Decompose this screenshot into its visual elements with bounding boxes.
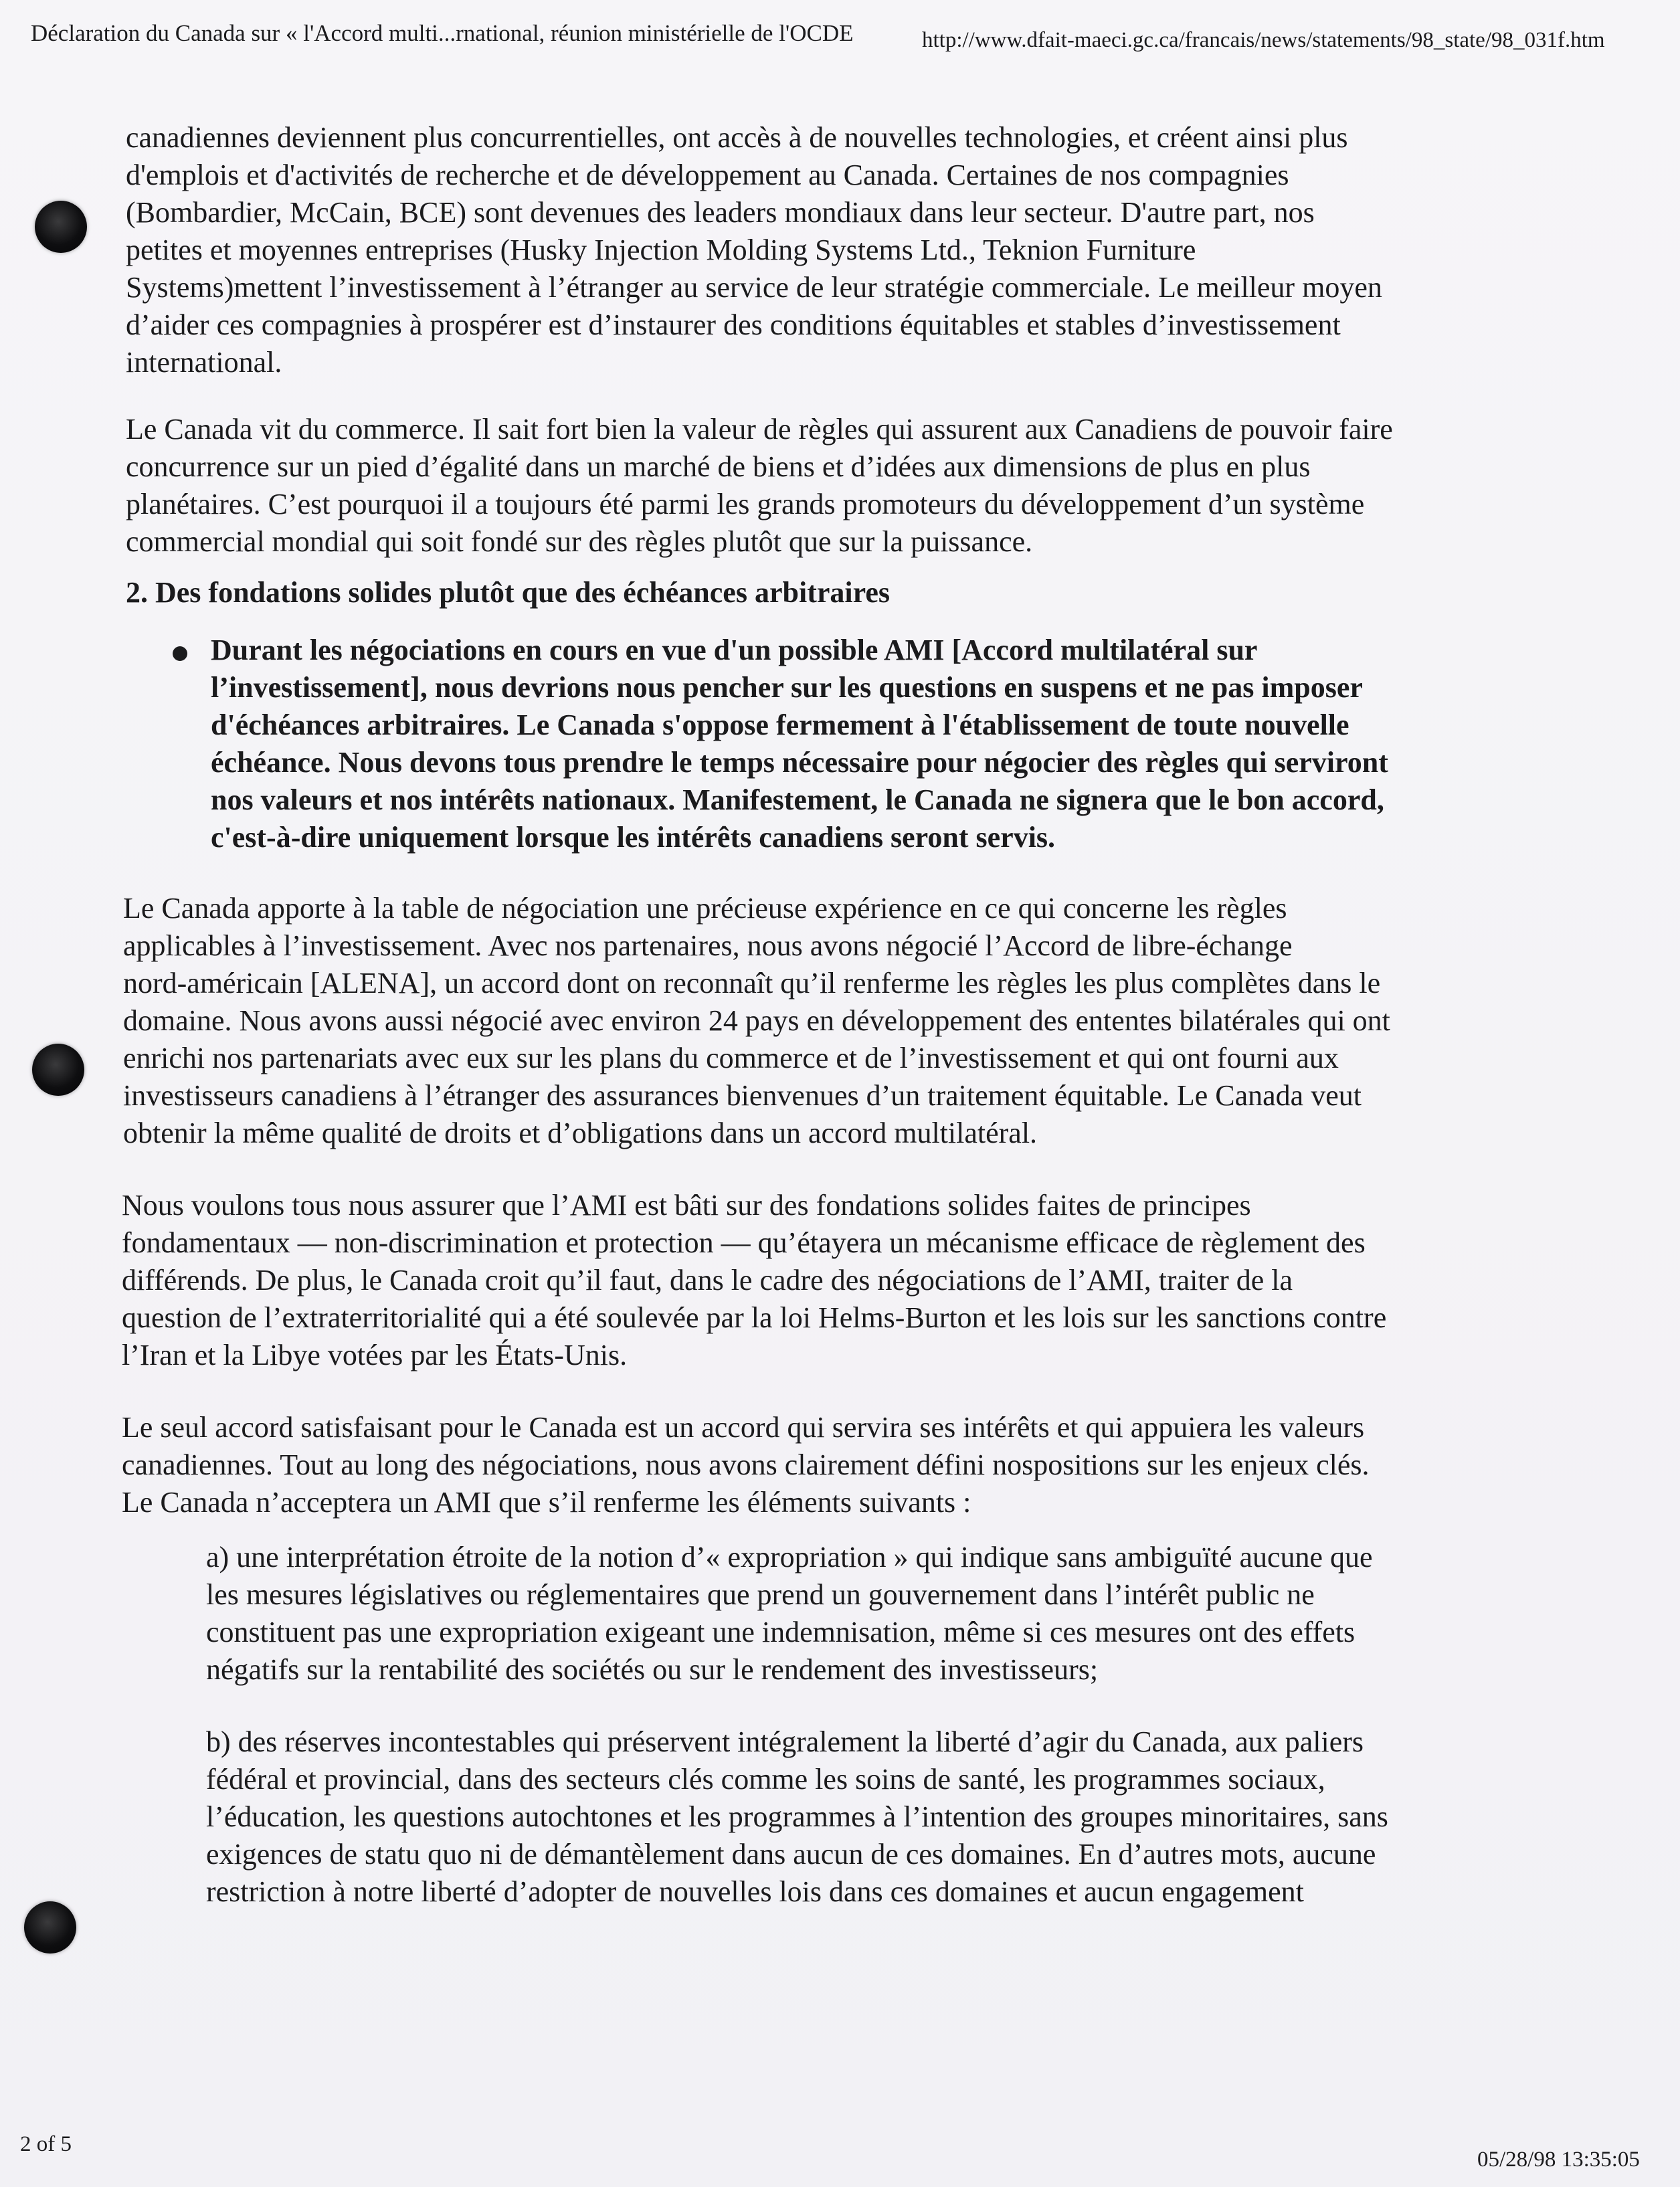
bullet-item bbox=[126, 632, 1571, 856]
text-line: exigences de statu quo ni de démantèlement dans aucun de ces domaines. En d’autres mots, aucune bbox=[206, 1838, 1376, 1871]
text-line: d'emplois et d'activités de recherche et de développement au Canada. Certaines de nos compagnies bbox=[126, 159, 1289, 191]
text-line: enrichi nos partenariats avec eux sur les plans du commerce et de l’investissement et qui ont fourni aux bbox=[123, 1042, 1339, 1074]
text-line: obtenir la même qualité de droits et d’obligations dans un accord multilatéral. bbox=[123, 1117, 1038, 1149]
section-heading: 2. Des fondations solides plutôt que des échéances arbitraires bbox=[126, 576, 890, 609]
text-line: Durant les négociations en cours en vue d'un possible AMI [Accord multilatéral sur bbox=[211, 634, 1258, 666]
paragraph-competitiveness bbox=[126, 119, 1571, 381]
list-item-a bbox=[126, 1539, 1571, 1689]
text-line: les mesures législatives ou réglementaires que prend un gouvernement dans l’intérêt public ne bbox=[206, 1578, 1315, 1611]
punch-hole-middle bbox=[32, 1044, 84, 1096]
paragraph-conditions bbox=[122, 1409, 1571, 1521]
text-line: fédéral et provincial, dans des secteurs clés comme les soins de santé, les programmes sociaux, bbox=[206, 1763, 1325, 1796]
text-line: Le Canada apporte à la table de négociation une précieuse expérience en ce qui concerne les règles bbox=[123, 892, 1287, 925]
text-line: l’éducation, les questions autochtones et les programmes à l’intention des groupes minoritaires, sans bbox=[206, 1800, 1388, 1833]
text-line: l’Iran et la Libye votées par les États-Unis. bbox=[122, 1339, 628, 1371]
punch-hole-top bbox=[35, 201, 87, 253]
text-line: concurrence sur un pied d’égalité dans un marché de biens et d’idées aux dimensions de plus en plus bbox=[126, 450, 1311, 483]
text-line: a) une interprétation étroite de la notion d’« expropriation » qui indique sans ambiguïté aucune que bbox=[206, 1541, 1373, 1574]
page-header-title: Déclaration du Canada sur « l'Accord multi...rnational, réunion ministérielle de l'OCDE bbox=[31, 20, 854, 46]
text-line: question de l’extraterritorialité qui a été soulevée par la loi Helms-Burton et les lois sur les sanctions contre bbox=[122, 1301, 1387, 1334]
text-line: l’investissement], nous devrions nous pencher sur les questions en suspens et ne pas imposer bbox=[211, 671, 1363, 704]
text-line: restriction à notre liberté d’adopter de nouvelles lois dans ces domaines et aucun engagement bbox=[206, 1875, 1304, 1908]
text-line: nos valeurs et nos intérêts nationaux. Manifestement, le Canada ne signera que le bon accord, bbox=[211, 783, 1384, 816]
page-number: 2 of 5 bbox=[20, 2132, 72, 2156]
page-header-url: http://www.dfait-maeci.gc.ca/francais/news/statements/98_state/98_031f.htm bbox=[922, 28, 1605, 52]
text-line: commercial mondial qui soit fondé sur des règles plutôt que sur la puissance. bbox=[126, 525, 1033, 558]
paragraph-trade bbox=[126, 411, 1571, 561]
paragraph-foundations bbox=[122, 1187, 1571, 1374]
text-line: constituent pas une expropriation exigeant une indemnisation, même si ces mesures ont des effets bbox=[206, 1616, 1356, 1648]
text-line: domaine. Nous avons aussi négocié avec environ 24 pays en développement des ententes bilatérales qui ont bbox=[123, 1004, 1390, 1037]
text-line: nord-américain [ALENA], un accord dont on reconnaît qu’il renferme les règles les plus complètes dans le bbox=[123, 967, 1381, 1000]
text-line: Le Canada n’acceptera un AMI que s’il renferme les éléments suivants : bbox=[122, 1486, 971, 1519]
text-line: applicables à l’investissement. Avec nos partenaires, nous avons négocié l’Accord de libre-échange bbox=[123, 929, 1293, 962]
punch-hole-bottom bbox=[24, 1901, 76, 1954]
list-item-b bbox=[126, 1723, 1571, 1911]
text-line: Le Canada vit du commerce. Il sait fort bien la valeur de règles qui assurent aux Canadiens de pouvoir faire bbox=[126, 413, 1393, 446]
text-line: investisseurs canadiens à l’étranger des assurances bienvenues d’un traitement équitable. Le Canada veut bbox=[123, 1079, 1362, 1112]
text-line: Nous voulons tous nous assurer que l’AMI est bâti sur des fondations solides faites de principes bbox=[122, 1189, 1251, 1222]
text-line: canadiennes deviennent plus concurrentielles, ont accès à de nouvelles technologies, et créent ainsi plus bbox=[126, 121, 1348, 154]
text-line: international. bbox=[126, 346, 282, 379]
text-line: Systems)mettent l’investissement à l’étranger au service de leur stratégie commerciale. Le meilleur moyen bbox=[126, 271, 1382, 304]
text-line: c'est-à-dire uniquement lorsque les intérêts canadiens seront servis. bbox=[211, 821, 1056, 854]
text-line: échéance. Nous devons tous prendre le temps nécessaire pour négocier des règles qui serviront bbox=[211, 746, 1388, 779]
print-timestamp: 05/28/98 13:35:05 bbox=[1477, 2148, 1640, 2172]
text-line: Le seul accord satisfaisant pour le Canada est un accord qui servira ses intérêts et qui appuiera les valeurs bbox=[122, 1411, 1365, 1444]
text-line: (Bombardier, McCain, BCE) sont devenues des leaders mondiaux dans leur secteur. D'autre part, nos bbox=[126, 196, 1315, 229]
text-line: b) des réserves incontestables qui préservent intégralement la liberté d’agir du Canada, aux paliers bbox=[206, 1725, 1364, 1758]
text-line: d’aider ces compagnies à prospérer est d’instaurer des conditions équitables et stables d’investissement bbox=[126, 308, 1341, 341]
text-line: planétaires. C’est pourquoi il a toujours été parmi les grands promoteurs du développement d’un système bbox=[126, 488, 1365, 520]
text-line: petites et moyennes entreprises (Husky Injection Molding Systems Ltd., Teknion Furniture bbox=[126, 233, 1196, 266]
document-body bbox=[122, 119, 1571, 1911]
bullet-icon bbox=[173, 646, 187, 661]
paragraph-experience bbox=[123, 890, 1571, 1152]
text-line: négatifs sur la rentabilité des sociétés ou sur le rendement des investisseurs; bbox=[206, 1653, 1099, 1686]
text-line: canadiennes. Tout au long des négociations, nous avons clairement défini nospositions sur les enjeux clés. bbox=[122, 1448, 1370, 1481]
text-line: différends. De plus, le Canada croit qu’il faut, dans le cadre des négociations de l’AMI, traiter de la bbox=[122, 1264, 1293, 1297]
text-line: d'échéances arbitraires. Le Canada s'oppose fermement à l'établissement de toute nouvelle bbox=[211, 708, 1349, 741]
text-line: fondamentaux — non-discrimination et protection — qu’étayera un mécanisme efficace de règlement des bbox=[122, 1226, 1366, 1259]
